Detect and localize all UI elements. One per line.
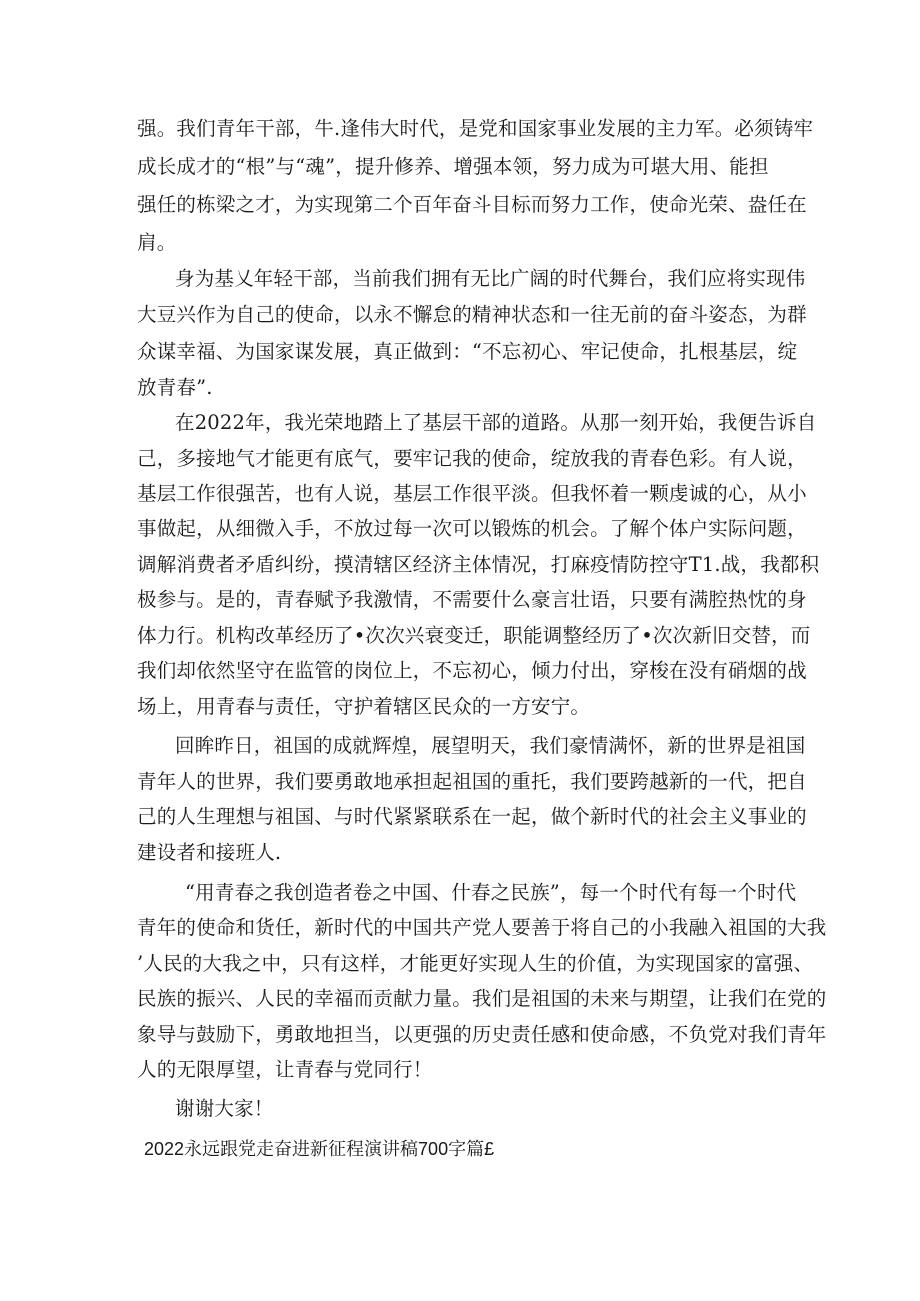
text-line: ’人民的大我之中，只有这样，才能更好实现人生的价值，为实现国家的富强、 <box>137 952 814 975</box>
text-line: 建设者和接班人. <box>137 841 282 864</box>
text-line: 事做起，从细微入手，不放过每一次可以锻炼的机会。了解个体户实际问题， <box>137 517 807 540</box>
section-title: 2022永远跟党走奋进新征程演讲稿700字篇£ <box>144 1139 495 1159</box>
text-line: 成长成才的“根”与“魂”，提升修养、增强本领，努力成为可堪大用、能担 <box>137 155 769 178</box>
text-line: 基层工作很强苦，也有人说，基层工作很平淡。但我怀着一颗虔诚的心，从小 <box>137 482 807 505</box>
text-line: 强。我们青年干部，牛.逢伟大时代，是党和国家事业发展的主力军。必须铸牢 <box>137 117 814 140</box>
text-line: 体力行。机构改革经历了•次次兴衰变迁，职能调整经历了•次次新旧交替，而 <box>137 624 811 647</box>
text-line: 人的无限厚望，让青春与党同行！ <box>137 1058 433 1081</box>
text-line: 大豆兴作为自己的使命，以永不懈怠的精神状态和一往无前的奋斗姿态，为群 <box>137 303 807 326</box>
text-line: 调解消费者矛盾纠纷，摸清辖区经济主体情况，打麻疫情防控守T1.战，我都积 <box>137 553 820 576</box>
text-line: 场上，用青春与责任，守护着辖区民众的一方安宁。 <box>137 695 591 718</box>
text-line: 强任的栋梁之才，为实现第二个百年奋斗目标而努力工作，使命光荣、盎任在 <box>137 193 807 216</box>
text-line: 在2022年，我光荣地踏上了基层干部的道路。从那一刻开始，我便告诉自 <box>175 411 817 434</box>
text-line: 民族的振兴、人民的幸福而贡献力量。我们是祖国的未来与期望，让我们在党的 <box>137 987 827 1010</box>
text-line: “用青春之我创造者卷之中国、什春之民族”，每一个时代有每一个时代 <box>185 881 797 904</box>
text-line: 我们却依然坚守在监管的岗位上，不忘初心，倾力付出，穿梭在没有硝烟的战 <box>137 659 807 682</box>
text-line: 肩。 <box>137 231 177 254</box>
text-line: 青年的使命和货任，新时代的中国共产党人要善于将自己的小我融入祖国的大我 <box>137 916 827 939</box>
text-line: 身为基乂年轻干部，当前我们拥有无比广阔的时代舞台，我们应将实现伟 <box>175 267 806 290</box>
text-line: 象导与鼓励下，勇敢地担当，以更强的历史责任感和使命感，不负党对我们青年 <box>137 1023 827 1046</box>
text-line: 己的人生理想与祖国、与时代紧紧联系在一起，做个新时代的社会主义事业的 <box>137 805 807 828</box>
text-line: 众谋幸福、为国家谋发展，真正做到：“不忘初心、牢记使命，扎根基层，绽 <box>137 340 798 363</box>
text-line: 极参与。是的，青春赋予我激情，不需要什么豪言壮语，只要有满腔热忱的身 <box>137 588 807 611</box>
text-line: 谢谢大家！ <box>175 1097 274 1120</box>
text-line: 青年人的世界，我们要勇敢地承担起祖国的重托，我们要跨越新的一代，把自 <box>137 770 807 793</box>
text-line: 放青春”. <box>137 376 213 399</box>
text-line: 回眸昨日，祖国的成就辉煌，展望明天，我们豪情满怀，新的世界是祖国 <box>175 734 806 757</box>
text-line: 己，多接地气才能更有底气，要牢记我的使命，绽放我的青春色彩。有人说， <box>137 447 807 470</box>
